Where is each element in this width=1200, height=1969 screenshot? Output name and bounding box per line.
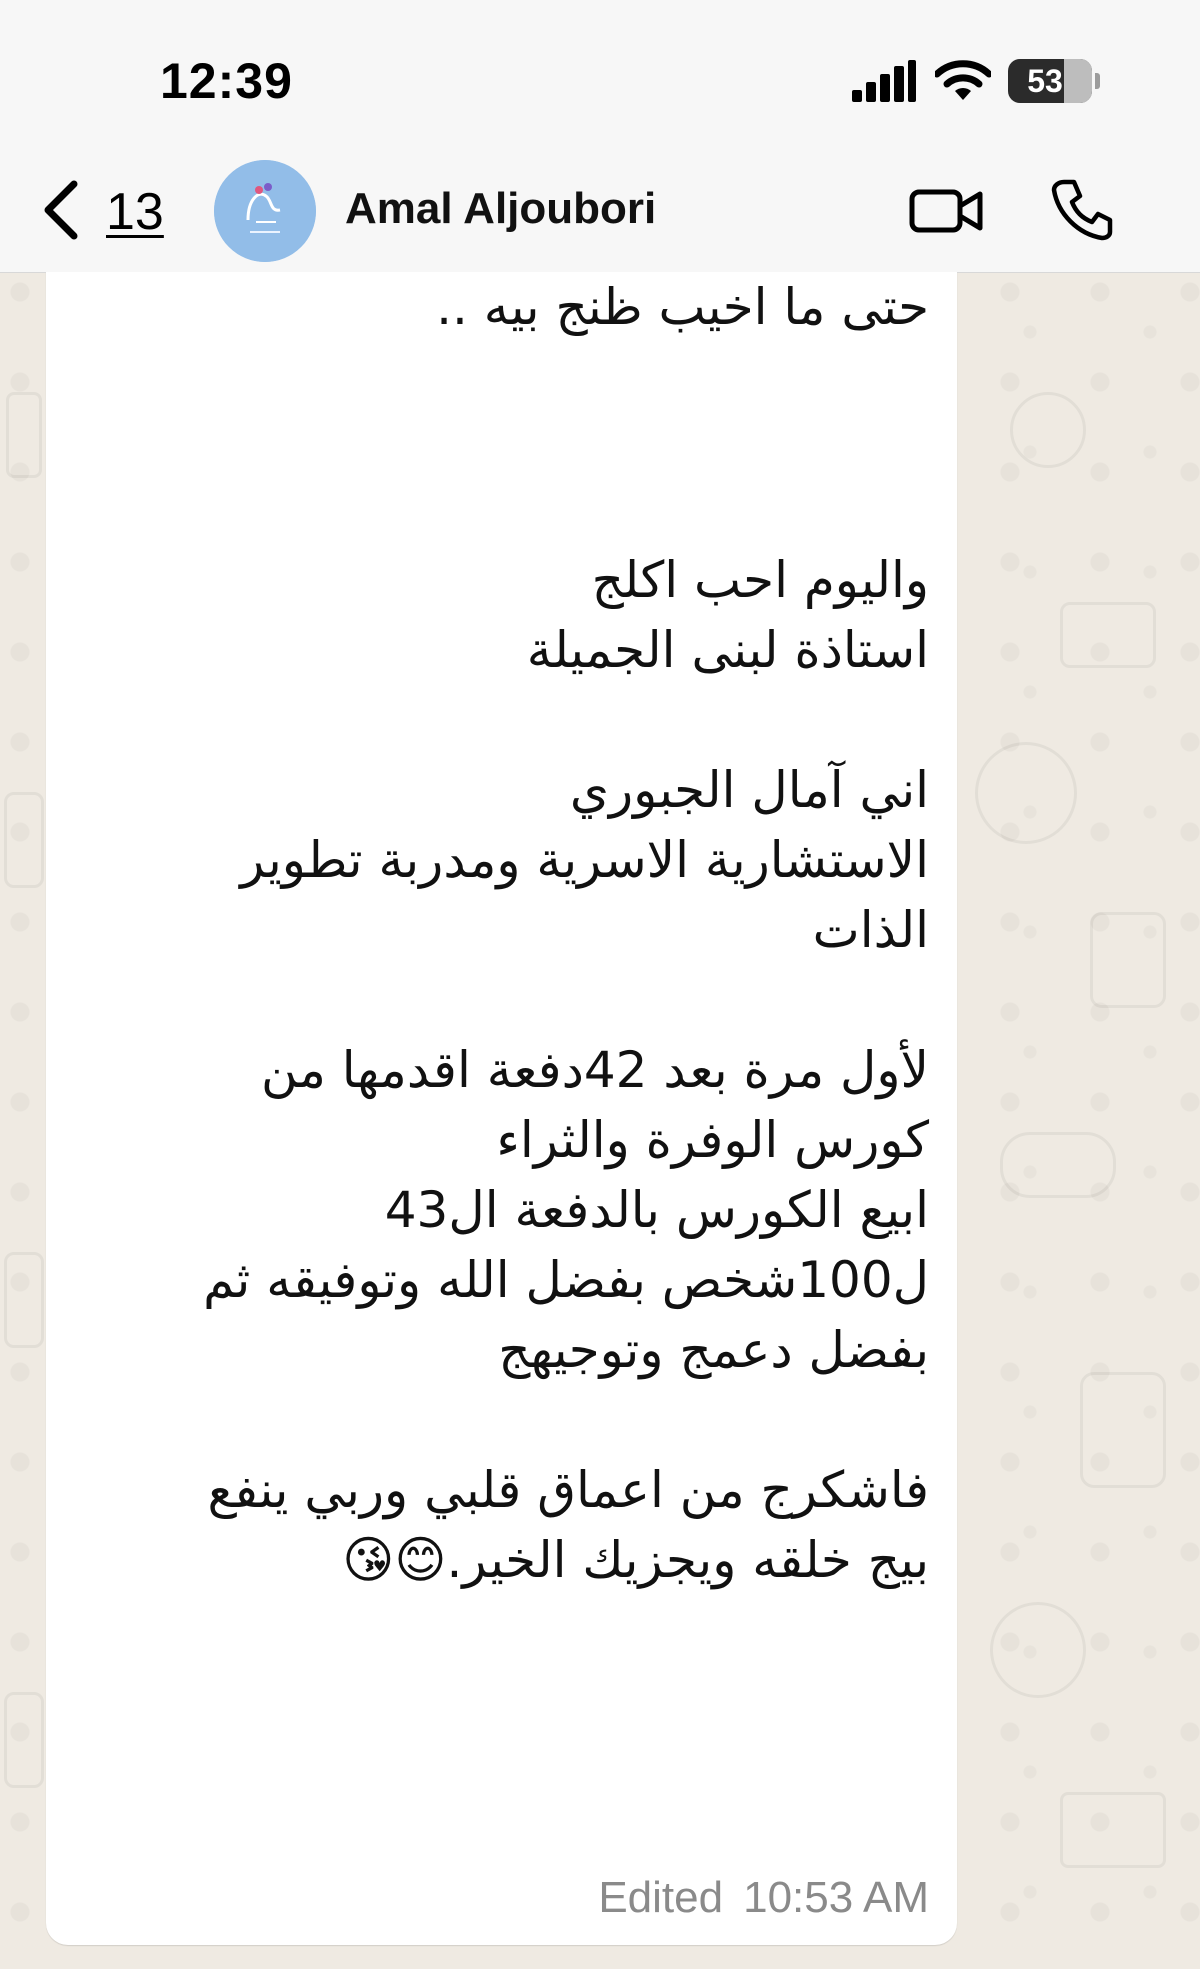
message-meta xyxy=(578,1873,929,1923)
message-line: لأول مرة بعد 42دفعة اقدمها من xyxy=(261,1041,929,1099)
message-line: حتى ما اخيب ظنج بيه .. xyxy=(436,278,929,336)
chevron-left-icon xyxy=(38,178,82,242)
message-line: بفضل دعمج وتوجيهج xyxy=(498,1321,929,1379)
message-line: ابيع الكورس بالدفعة ال43 xyxy=(384,1181,929,1239)
unread-count: 13 xyxy=(106,183,164,241)
message-timestamp: 10:53 AM xyxy=(743,1873,929,1922)
video-call-icon[interactable] xyxy=(908,180,984,242)
message-line: كورس الوفرة والثراء xyxy=(496,1111,929,1169)
message-line: اني آمال الجبوري xyxy=(569,761,929,819)
wifi-icon xyxy=(935,58,991,102)
message-bubble[interactable] xyxy=(46,272,957,1945)
battery-tip xyxy=(1095,73,1100,89)
message-line: استاذة لبنى الجميلة xyxy=(526,621,929,679)
status-time: 12:39 xyxy=(160,53,293,109)
back-button[interactable] xyxy=(30,170,180,250)
message-line: ل100شخص بفضل الله وتوفيقه ثم xyxy=(203,1251,929,1309)
message-line: واليوم احب اكلج xyxy=(591,551,929,609)
edited-label: Edited xyxy=(598,1873,724,1922)
battery-level: 53 xyxy=(1027,62,1063,99)
phone-icon[interactable] xyxy=(1050,176,1114,242)
chat-header xyxy=(0,150,1200,273)
message-line: بيج خلقه ويجزيك الخير.😊😘 xyxy=(342,1531,929,1589)
message-line: فاشكرج من اعماق قلبي وربي ينفع xyxy=(207,1461,929,1519)
contact-name[interactable]: Amal Aljoubori xyxy=(345,184,657,233)
status-bar xyxy=(0,0,1200,150)
cellular-signal-icon xyxy=(852,60,916,102)
message-line: الذات xyxy=(812,901,929,959)
avatar-logo-icon xyxy=(214,160,316,262)
avatar[interactable] xyxy=(214,160,316,262)
battery-icon xyxy=(1008,59,1092,103)
message-line: الاستشارية الاسرية ومدربة تطوير xyxy=(240,831,929,889)
